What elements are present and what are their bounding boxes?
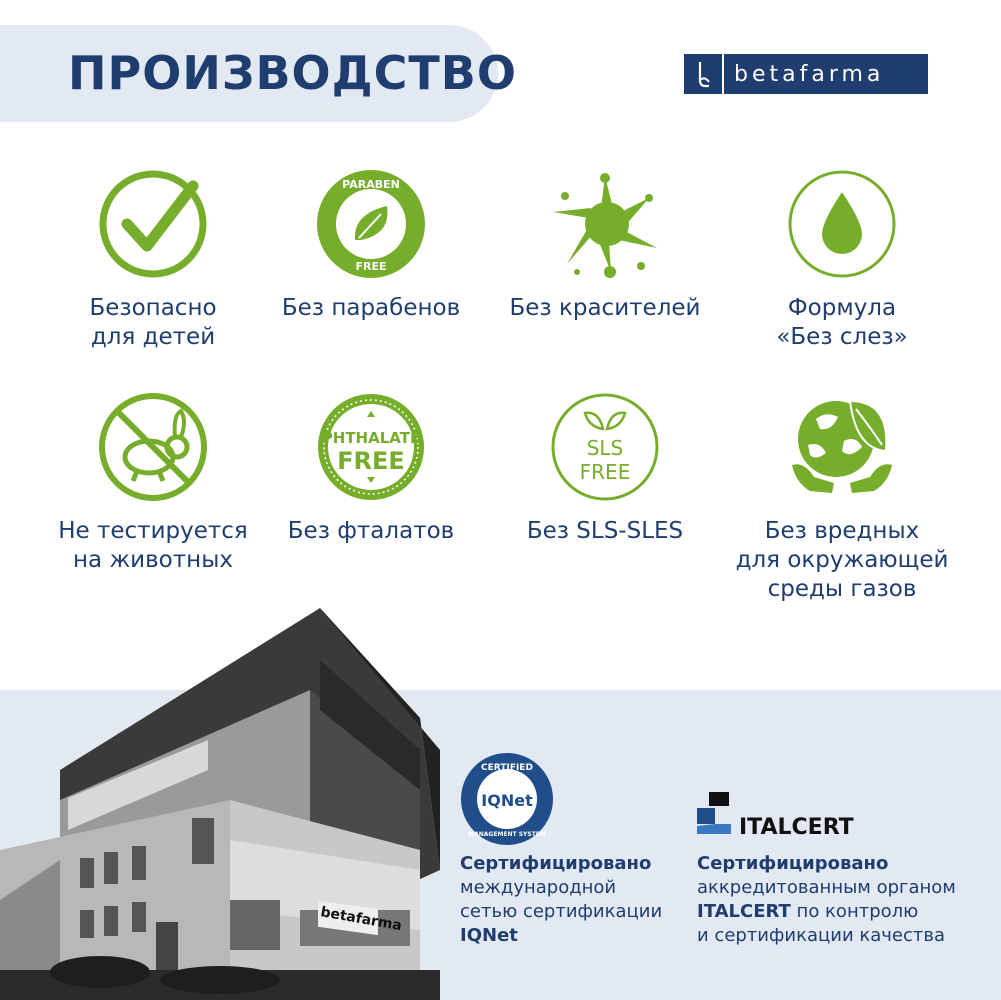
- feature-no-tears: [727, 168, 957, 352]
- italcert-logo: [697, 790, 897, 840]
- iqnet-certified-badge: [460, 752, 554, 846]
- feature-eco-friendly: [727, 391, 957, 604]
- italcert-line-1: аккредитованным органом: [697, 877, 956, 898]
- iqnet-heading: Сертифицировано: [460, 853, 652, 874]
- italcert-name: ITALCERT: [697, 901, 791, 922]
- italcert-heading: Сертифицировано: [697, 853, 889, 874]
- feature-label: Без фталатов: [287, 518, 455, 544]
- badge-bottom-text: FREE: [355, 260, 387, 273]
- feature-label: Без красителей: [509, 295, 701, 321]
- feature-label: Без парабенов: [281, 295, 461, 321]
- feature-label: Без SLS-SLES: [526, 518, 684, 544]
- italcert-logo-text: ITALCERT: [739, 815, 854, 840]
- iqnet-name: IQNet: [460, 925, 518, 946]
- paraben-free-icon: [315, 168, 427, 280]
- iqnet-line-2: сетью сертификации: [460, 901, 663, 922]
- eco-globe-hands-icon: [786, 391, 898, 503]
- badge-bottom-text: MANAGEMENT SYSTEM: [468, 831, 546, 838]
- feature-sls-free: [490, 391, 720, 546]
- sls-free-icon: [549, 391, 661, 503]
- brand-mark-icon: [684, 54, 724, 94]
- paint-splash-icon: [549, 168, 661, 280]
- water-drop-icon: [786, 168, 898, 280]
- feature-phthalate-free: [256, 391, 486, 546]
- feature-child-safe: [38, 168, 268, 352]
- phthalate-free-icon: [315, 391, 427, 503]
- badge-name-text: IQNet: [481, 791, 533, 810]
- badge-bottom-text: FREE: [337, 447, 405, 475]
- feature-no-animal-testing: [38, 391, 268, 575]
- brand-name: betafarma: [734, 61, 885, 87]
- iqnet-cert-text: [460, 852, 662, 948]
- no-animal-testing-icon: [97, 391, 209, 503]
- feature-label: Не тестируется на животных: [58, 518, 248, 573]
- badge-top-text: PARABEN: [342, 178, 400, 191]
- feature-label: Без вредных для окружающей среды газов: [735, 518, 949, 602]
- italcert-line-2-rest: по контролю: [790, 901, 919, 922]
- badge-bottom-text: FREE: [579, 460, 631, 484]
- factory-building-photo: [0, 600, 440, 1000]
- feature-paraben-free: [256, 168, 486, 323]
- feature-label: Формула «Без слез»: [776, 295, 908, 350]
- feature-label: Безопасно для детей: [89, 295, 217, 350]
- checkmark-circle-icon: [97, 168, 209, 280]
- badge-top-text: CERTIFIED: [481, 763, 533, 773]
- badge-top-text: PHTHALATE: [321, 429, 421, 447]
- italcert-line-3: и сертификации качества: [697, 925, 945, 946]
- badge-top-text: SLS: [586, 436, 624, 460]
- brand-logo: [684, 54, 928, 94]
- page-title: ПРОИЗВОДСТВО: [68, 46, 517, 100]
- iqnet-line-1: международной: [460, 877, 617, 898]
- building-sign-text: betafarma: [319, 904, 403, 935]
- italcert-line-2: [697, 900, 956, 924]
- feature-no-dyes: [490, 168, 720, 323]
- italcert-cert-text: [697, 852, 956, 948]
